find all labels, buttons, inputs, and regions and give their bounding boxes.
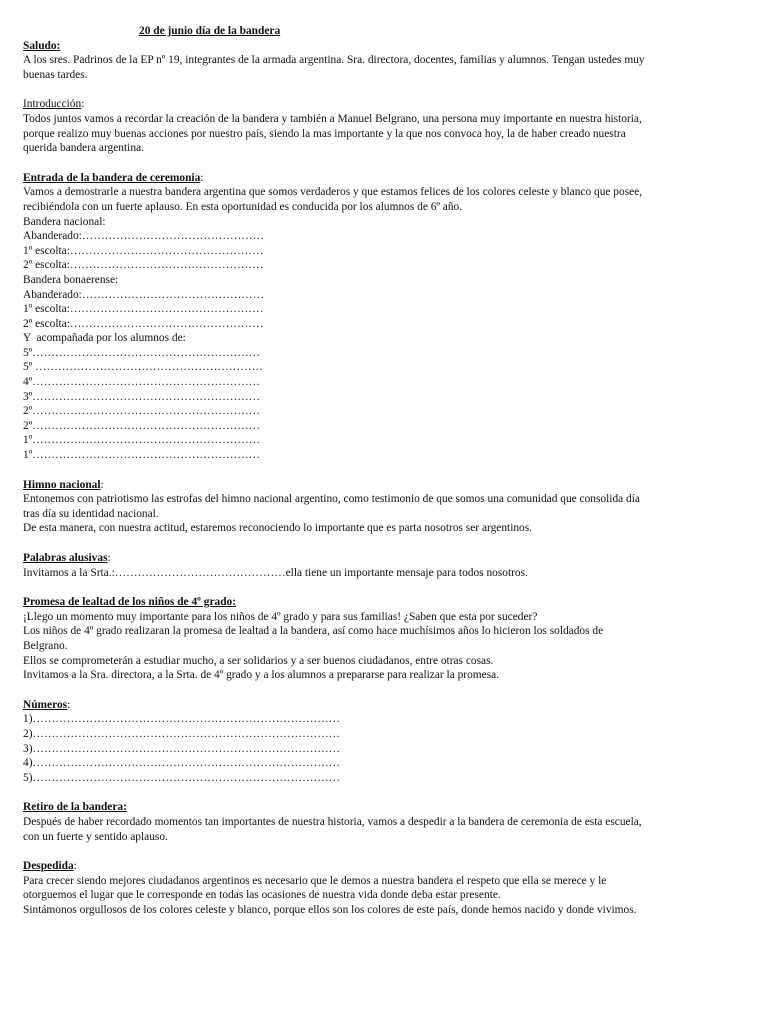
fill-in-line: 1)……………………………………………………………………… <box>23 713 341 726</box>
section-heading-text: Números <box>23 698 68 711</box>
section-heading <box>23 698 753 713</box>
fill-in-line: Abanderado:………………………………………… <box>23 230 265 243</box>
fill-in-line: 3)……………………………………………………………………… <box>23 742 341 755</box>
section-heading-colon: : <box>56 39 61 52</box>
section-heading-text: Palabras alusivas <box>23 552 108 564</box>
section-heading <box>23 800 753 815</box>
text-line: recibiéndola con un fuerte aplauso. En esta oportunidad es conducida por los alumnos de 6º año. <box>23 200 463 213</box>
section-heading-colon: : <box>200 171 204 184</box>
text-line: con un fuerte y sentido aplauso. <box>23 830 168 843</box>
fill-in-line: 2º escolta:…………………………………………… <box>23 259 264 272</box>
text-line: A los sres. Padrinos de la EP nº 19, integrantes de la armada argentina. Sra. directora, docentes, familias y alumnos. Tengan ustedes muy <box>23 54 645 67</box>
text-line: Bandera bonaerense: <box>23 273 119 286</box>
section-heading-text: Introducción <box>23 98 82 111</box>
fill-in-line: 1º…………………………………………………… <box>23 434 261 447</box>
text-line: ¡Llego un momento muy importante para los niños de 4º grado y para sus familias! ¿Saben que esta por suceder? <box>23 610 538 623</box>
text-line: Ellos se comprometerán a estudiar mucho, a ser solidarios y a ser buenos ciudadanos, entre otras cosas. <box>23 654 494 667</box>
section-saludo <box>23 39 753 83</box>
fill-in-line: 2º…………………………………………………… <box>23 405 261 418</box>
fill-in-line: 1º escolta:…………………………………………… <box>23 303 264 316</box>
fill-in-line: 2º escolta:…………………………………………… <box>23 317 264 330</box>
section-retiro-bandera <box>23 800 753 844</box>
fill-in-line: 5º …………………………………………………… <box>23 361 263 374</box>
section-heading-colon: : <box>100 478 104 491</box>
fill-in-line: 2)……………………………………………………………………… <box>23 727 341 740</box>
section-heading-colon: : <box>67 698 71 711</box>
text-line: Todos juntos vamos a recordar la creación de la bandera y también a Manuel Belgrano, una persona muy importante en nuestra historia, <box>23 112 642 125</box>
section-heading-text: Entrada de la bandera de ceremonia <box>23 171 201 184</box>
fill-in-line: 2º…………………………………………………… <box>23 419 261 432</box>
fill-in-line: 1º escolta:…………………………………………… <box>23 244 264 257</box>
section-heading-text: Retiro de la bandera <box>23 801 124 814</box>
section-heading <box>23 171 753 186</box>
section-heading-colon: : <box>232 596 237 609</box>
fill-in-line: 3º…………………………………………………… <box>23 390 261 403</box>
section-palabras-alusivas <box>23 551 753 580</box>
section-heading-colon: : <box>81 98 85 111</box>
section-heading <box>23 39 753 54</box>
text-line: Belgrano. <box>23 639 68 652</box>
section-heading-colon: : <box>73 860 77 873</box>
fill-in-line: 4)……………………………………………………………………… <box>23 757 341 770</box>
section-heading-text: Promesa de lealtad de los niños de 4º grado <box>23 596 233 609</box>
section-heading <box>23 478 753 493</box>
section-heading <box>23 859 753 874</box>
text-line: Sintámonos orgullosos de los colores celeste y blanco, porque ellos son los colores de este país, donde hemos nacido y donde vivimos. <box>23 903 637 916</box>
section-introduccion <box>23 97 753 155</box>
section-heading <box>23 551 753 566</box>
section-entrada-bandera <box>23 171 753 463</box>
section-promesa-lealtad <box>23 595 753 683</box>
section-heading <box>23 97 753 112</box>
text-line: otorguemos el lugar que le corresponde en todas las ocasiones de nuestra vida donde deba estar presente. <box>23 889 501 902</box>
text-line: Entonemos con patriotismo las estrofas del himno nacional argentino, como testimonio de que somos una comunidad que consolida día <box>23 493 640 506</box>
section-heading-text: Saludo <box>23 39 57 52</box>
section-numeros <box>23 698 753 786</box>
text-line: Para crecer siendo mejores ciudadanos argentinos es necesario que le demos a nuestra bandera el respeto que ella se merece y le <box>23 874 607 887</box>
section-himno-nacional <box>23 478 753 536</box>
text-line: Después de haber recordado momentos tan importantes de nuestra historia, vamos a despedir a la bandera de ceremonia de esta escuela, <box>23 815 642 828</box>
text-line: querida bandera argentina. <box>23 142 144 155</box>
fill-in-line: Abanderado:………………………………………… <box>23 288 265 301</box>
section-heading-colon: : <box>107 552 111 564</box>
section-heading-text: Himno nacional <box>23 478 101 491</box>
document-title: 20 de junio día de la bandera <box>139 25 281 37</box>
section-heading <box>23 595 753 610</box>
text-line: Invitamos a la Sra. directora, a la Srta. de 4º grado y a los alumnos a prepararse para realizar la promesa. <box>23 669 500 682</box>
fill-in-line: 5)……………………………………………………………………… <box>23 771 341 784</box>
section-despedida <box>23 859 753 917</box>
text-line: buenas tardes. <box>23 68 88 81</box>
fill-in-line: 4º…………………………………………………… <box>23 376 261 389</box>
text-line: Los niños de 4º grado realizaran la promesa de lealtad a la bandera, así como hace muchísimos años lo hicieron los soldados de <box>23 625 604 638</box>
section-heading-colon: : <box>123 801 127 814</box>
text-line: Vamos a demostrarle a nuestra bandera argentina que somos verdaderos y que estamos felices de los colores celeste y blanco que posee, <box>23 186 643 199</box>
text-line: De esta manera, con nuestra actitud, estaremos reconociendo lo importante que es parta nosotros ser argentinos. <box>23 522 533 535</box>
text-line: Bandera nacional: <box>23 215 106 228</box>
fill-in-line: 1º…………………………………………………… <box>23 449 261 462</box>
document-page <box>23 24 753 917</box>
fill-in-line: Invitamos a la Srta.:………………………………………ella tiene un importante mensaje para todos nosotros. <box>23 566 528 579</box>
text-line: Y acompañada por los alumnos de: <box>23 332 186 345</box>
fill-in-line: 5º…………………………………………………… <box>23 346 261 359</box>
section-heading-text: Despedida <box>23 860 74 873</box>
text-line: tras día su identidad nacional. <box>23 507 159 520</box>
text-line: porque realizo muy buenas acciones por nuestro país, siendo la mas importante y la que nos convoca hoy, la de haber creado nuestra <box>23 127 626 140</box>
